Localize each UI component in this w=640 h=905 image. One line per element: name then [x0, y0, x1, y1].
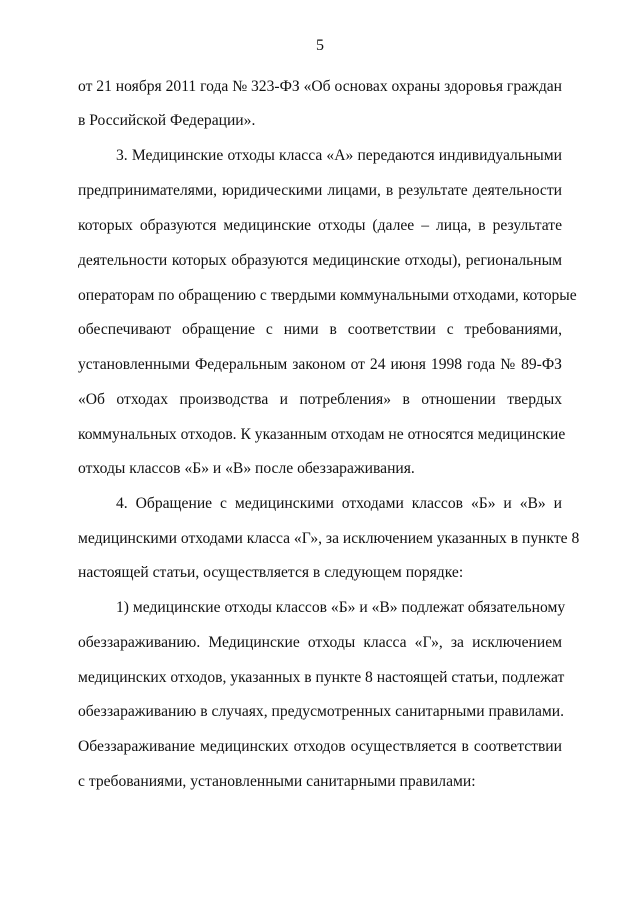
text-line: деятельности которых образуются медицинские отходы), региональным: [78, 252, 562, 269]
text-line: в Российской Федерации».: [78, 112, 256, 129]
text-line: 1) медицинские отходы классов «Б» и «В» подлежат обязательному: [116, 599, 566, 616]
text-line: которых образуются медицинские отходы (далее – лица, в результате: [78, 217, 562, 234]
text-line: коммунальных отходов. К указанным отходам не относятся медицинские: [78, 426, 566, 443]
text-line: установленными Федеральным законом от 24 июня 1998 года № 89-ФЗ: [78, 356, 562, 373]
text-line: с требованиями, установленными санитарными правилами:: [78, 773, 476, 790]
page-number: 5: [316, 37, 324, 54]
text-line: от 21 ноября 2011 года № 323-ФЗ «Об основах охраны здоровья граждан: [78, 78, 563, 95]
text-line: медицинскими отходами класса «Г», за исключением указанных в пункте 8: [78, 530, 580, 547]
text-line: обеспечивают обращение с ними в соответствии с требованиями,: [78, 321, 562, 338]
text-line: предпринимателями, юридическими лицами, в результате деятельности: [78, 182, 562, 199]
text-line: 4. Обращение с медицинскими отходами классов «Б» и «В» и: [116, 495, 562, 512]
text-line: операторам по обращению с твердыми коммунальными отходами, которые: [78, 287, 577, 304]
text-line: 3. Медицинские отходы класса «А» передаются индивидуальными: [116, 147, 562, 164]
text-line: обеззараживанию. Медицинские отходы класса «Г», за исключением: [78, 634, 562, 651]
text-line: медицинских отходов, указанных в пункте 8 настоящей статьи, подлежат: [78, 669, 565, 686]
text-line: Обеззараживание медицинских отходов осуществляется в соответствии: [78, 738, 562, 755]
text-line: отходы классов «Б» и «В» после обеззараживания.: [78, 460, 415, 477]
text-line: обеззараживанию в случаях, предусмотренных санитарными правилами.: [78, 703, 565, 720]
text-line: «Об отходах производства и потребления» в отношении твердых: [78, 391, 562, 408]
text-line: настоящей статьи, осуществляется в следующем порядке:: [78, 564, 464, 581]
